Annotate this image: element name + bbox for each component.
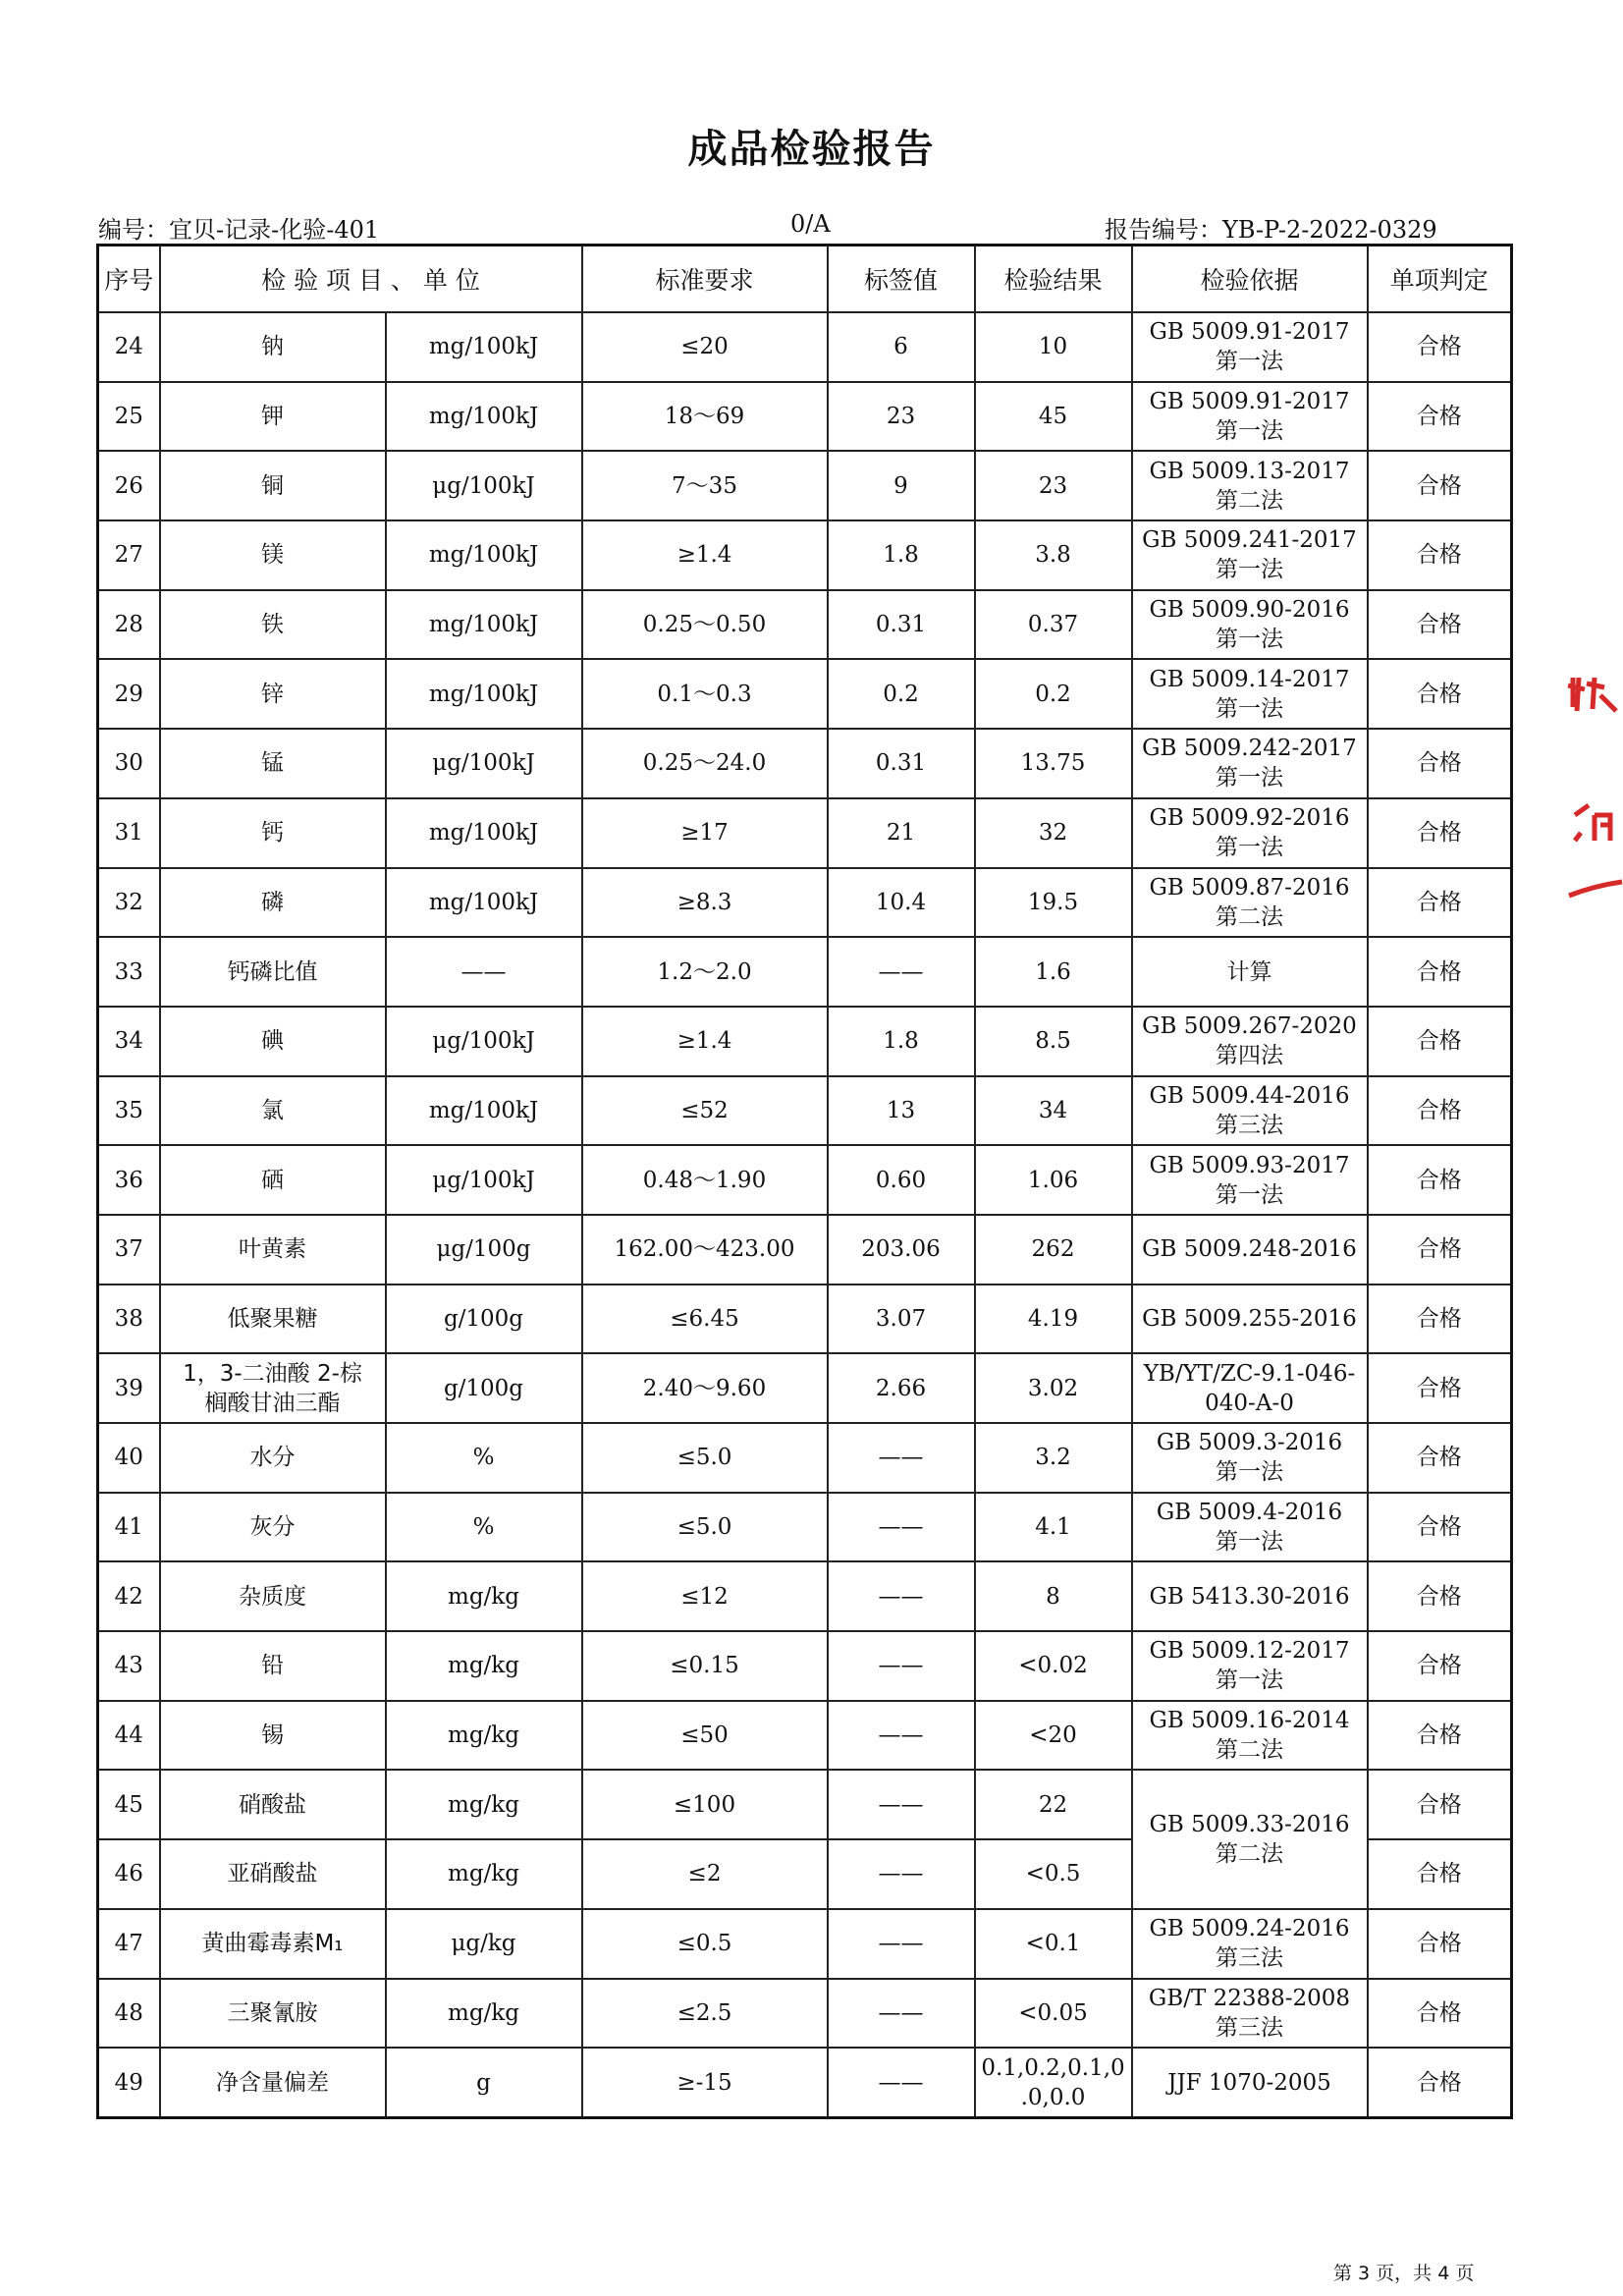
- table-row: [98, 520, 1512, 590]
- unit: mg/kg: [386, 1770, 582, 1839]
- unit: μg/100kJ: [386, 729, 582, 798]
- table-row: [98, 1076, 1512, 1146]
- row-number: 41: [98, 1493, 160, 1562]
- table-row: [98, 1561, 1512, 1631]
- standard-requirement: ≤5.0: [582, 1423, 828, 1493]
- judgment: 合格: [1368, 1423, 1512, 1493]
- label-value: 0.31: [828, 590, 975, 660]
- standard-requirement: 2.40～9.60: [582, 1353, 828, 1423]
- header-seq: 序号: [98, 246, 160, 313]
- test-result: 45: [975, 382, 1132, 452]
- unit: ——: [386, 937, 582, 1007]
- test-basis: GB 5009.91-2017 第一法: [1132, 382, 1368, 452]
- test-basis: GB 5009.3-2016 第一法: [1132, 1423, 1368, 1493]
- test-basis: GB 5009.33-2016 第二法: [1132, 1770, 1368, 1908]
- label-value: 0.31: [828, 729, 975, 798]
- judgment: 合格: [1368, 1701, 1512, 1771]
- row-number: 31: [98, 798, 160, 868]
- test-result: 34: [975, 1076, 1132, 1146]
- row-number: 36: [98, 1145, 160, 1215]
- item-name: 净含量偏差: [160, 2048, 386, 2117]
- table-row: [98, 1215, 1512, 1285]
- version-code: 0/A: [790, 210, 831, 238]
- label-value: ——: [828, 1701, 975, 1771]
- unit: %: [386, 1493, 582, 1562]
- unit: μg/kg: [386, 1909, 582, 1979]
- row-number: 32: [98, 868, 160, 938]
- item-name: 灰分: [160, 1493, 386, 1562]
- judgment: 合格: [1368, 1770, 1512, 1839]
- test-result: 10: [975, 312, 1132, 382]
- test-result: 3.8: [975, 520, 1132, 590]
- standard-requirement: ≤2: [582, 1839, 828, 1909]
- table-row: [98, 937, 1512, 1007]
- row-number: 25: [98, 382, 160, 452]
- row-number: 35: [98, 1076, 160, 1146]
- test-result: 22: [975, 1770, 1132, 1839]
- label-value: ——: [828, 1493, 975, 1562]
- standard-requirement: ≥17: [582, 798, 828, 868]
- judgment: 合格: [1368, 1353, 1512, 1423]
- standard-requirement: 0.1～0.3: [582, 659, 828, 729]
- unit: mg/100kJ: [386, 798, 582, 868]
- standard-requirement: ≥-15: [582, 2048, 828, 2117]
- row-number: 45: [98, 1770, 160, 1839]
- standard-requirement: ≥1.4: [582, 1007, 828, 1076]
- judgment: 合格: [1368, 798, 1512, 868]
- item-name: 铜: [160, 451, 386, 520]
- standard-requirement: ≤0.15: [582, 1631, 828, 1701]
- row-number: 40: [98, 1423, 160, 1493]
- test-basis: GB 5009.241-2017 第一法: [1132, 520, 1368, 590]
- unit: mg/kg: [386, 1561, 582, 1631]
- test-result: <0.5: [975, 1839, 1132, 1909]
- unit: mg/100kJ: [386, 382, 582, 452]
- item-name: 钙磷比值: [160, 937, 386, 1007]
- row-number: 30: [98, 729, 160, 798]
- standard-requirement: ≥8.3: [582, 868, 828, 938]
- report-number: 报告编号：YB-P-2-2022-0329: [1105, 216, 1437, 244]
- test-result: 262: [975, 1215, 1132, 1285]
- test-result: 4.1: [975, 1493, 1132, 1562]
- test-basis: JJF 1070-2005: [1132, 2048, 1368, 2117]
- standard-requirement: ≤5.0: [582, 1493, 828, 1562]
- test-result: 8.5: [975, 1007, 1132, 1076]
- label-value: ——: [828, 1770, 975, 1839]
- table-row: [98, 1285, 1512, 1354]
- row-number: 38: [98, 1285, 160, 1354]
- header-basis: 检验依据: [1132, 246, 1368, 313]
- test-basis: 计算: [1132, 937, 1368, 1007]
- row-number: 49: [98, 2048, 160, 2117]
- item-name: 叶黄素: [160, 1215, 386, 1285]
- table-row: [98, 868, 1512, 938]
- test-basis: GB 5009.90-2016 第一法: [1132, 590, 1368, 660]
- test-basis: GB 5009.12-2017 第一法: [1132, 1631, 1368, 1701]
- standard-requirement: 0.25～0.50: [582, 590, 828, 660]
- unit: mg/kg: [386, 1979, 582, 2049]
- item-name: 钙: [160, 798, 386, 868]
- test-result: 0.2: [975, 659, 1132, 729]
- table-row: [98, 1979, 1512, 2049]
- test-result: 1.6: [975, 937, 1132, 1007]
- test-result: <20: [975, 1701, 1132, 1771]
- table-row: [98, 1701, 1512, 1771]
- judgment: 合格: [1368, 451, 1512, 520]
- label-value: 23: [828, 382, 975, 452]
- judgment: 合格: [1368, 382, 1512, 452]
- unit: μg/100kJ: [386, 1145, 582, 1215]
- standard-requirement: ≤100: [582, 1770, 828, 1839]
- unit: g/100g: [386, 1353, 582, 1423]
- item-name: 水分: [160, 1423, 386, 1493]
- test-basis: GB 5009.93-2017 第一法: [1132, 1145, 1368, 1215]
- standard-requirement: ≥1.4: [582, 520, 828, 590]
- judgment: 合格: [1368, 312, 1512, 382]
- test-basis: GB 5009.267-2020 第四法: [1132, 1007, 1368, 1076]
- label-value: ——: [828, 1909, 975, 1979]
- item-name: 钠: [160, 312, 386, 382]
- test-basis: GB 5009.255-2016: [1132, 1285, 1368, 1354]
- table-row: [98, 1770, 1512, 1839]
- table-row: [98, 382, 1512, 452]
- judgment: 合格: [1368, 1007, 1512, 1076]
- judgment: 合格: [1368, 590, 1512, 660]
- standard-requirement: 162.00～423.00: [582, 1215, 828, 1285]
- label-value: 1.8: [828, 520, 975, 590]
- table-row: [98, 1493, 1512, 1562]
- item-name: 硝酸盐: [160, 1770, 386, 1839]
- label-value: 6: [828, 312, 975, 382]
- label-value: 0.60: [828, 1145, 975, 1215]
- test-result: 19.5: [975, 868, 1132, 938]
- test-result: 23: [975, 451, 1132, 520]
- test-result: 0.1,0.2,0.1,0 .0,0.0: [975, 2048, 1132, 2117]
- header-label-value: 标签值: [828, 246, 975, 313]
- item-name: 碘: [160, 1007, 386, 1076]
- item-name: 黄曲霉毒素M₁: [160, 1909, 386, 1979]
- table-row: [98, 1007, 1512, 1076]
- record-number: 编号：宜贝-记录-化验-401: [98, 216, 380, 244]
- unit: μg/100kJ: [386, 1007, 582, 1076]
- inspection-table: [96, 244, 1513, 2119]
- judgment: 合格: [1368, 1145, 1512, 1215]
- judgment: 合格: [1368, 2048, 1512, 2117]
- table-row: [98, 590, 1512, 660]
- table-row: [98, 1145, 1512, 1215]
- table-row: [98, 1353, 1512, 1423]
- standard-requirement: 0.25～24.0: [582, 729, 828, 798]
- test-result: 4.19: [975, 1285, 1132, 1354]
- label-value: ——: [828, 1423, 975, 1493]
- label-value: ——: [828, 1839, 975, 1909]
- row-number: 24: [98, 312, 160, 382]
- row-number: 37: [98, 1215, 160, 1285]
- judgment: 合格: [1368, 1215, 1512, 1285]
- test-basis: GB 5009.14-2017 第一法: [1132, 659, 1368, 729]
- label-value: 2.66: [828, 1353, 975, 1423]
- table-row: [98, 1423, 1512, 1493]
- label-value: 10.4: [828, 868, 975, 938]
- test-result: 8: [975, 1561, 1132, 1631]
- item-name: 三聚氰胺: [160, 1979, 386, 2049]
- test-basis: GB 5413.30-2016: [1132, 1561, 1368, 1631]
- judgment: 合格: [1368, 729, 1512, 798]
- standard-requirement: 18～69: [582, 382, 828, 452]
- standard-requirement: 7～35: [582, 451, 828, 520]
- item-name: 锰: [160, 729, 386, 798]
- judgment: 合格: [1368, 1631, 1512, 1701]
- report-title: 成品检验报告: [687, 127, 936, 172]
- test-basis: GB 5009.242-2017 第一法: [1132, 729, 1368, 798]
- test-basis: GB 5009.248-2016: [1132, 1215, 1368, 1285]
- judgment: 合格: [1368, 1285, 1512, 1354]
- unit: mg/100kJ: [386, 520, 582, 590]
- header-item-unit: 检 验 项 目 、 单 位: [160, 246, 582, 313]
- row-number: 29: [98, 659, 160, 729]
- unit: mg/kg: [386, 1839, 582, 1909]
- item-name: 1，3-二油酸 2-棕 榈酸甘油三酯: [160, 1353, 386, 1423]
- standard-requirement: ≤52: [582, 1076, 828, 1146]
- test-basis: GB 5009.13-2017 第二法: [1132, 451, 1368, 520]
- label-value: 1.8: [828, 1007, 975, 1076]
- test-basis: GB 5009.16-2014 第二法: [1132, 1701, 1368, 1771]
- standard-requirement: ≤2.5: [582, 1979, 828, 2049]
- unit: mg/kg: [386, 1631, 582, 1701]
- test-result: 13.75: [975, 729, 1132, 798]
- standard-requirement: ≤0.5: [582, 1909, 828, 1979]
- item-name: 钾: [160, 382, 386, 452]
- row-number: 33: [98, 937, 160, 1007]
- unit: mg/kg: [386, 1701, 582, 1771]
- item-name: 镁: [160, 520, 386, 590]
- unit: g/100g: [386, 1285, 582, 1354]
- table-body: [98, 312, 1512, 2117]
- label-value: ——: [828, 1979, 975, 2049]
- row-number: 48: [98, 1979, 160, 2049]
- table-row: [98, 798, 1512, 868]
- table-row: [98, 729, 1512, 798]
- standard-requirement: 1.2～2.0: [582, 937, 828, 1007]
- row-number: 46: [98, 1839, 160, 1909]
- test-result: 32: [975, 798, 1132, 868]
- item-name: 硒: [160, 1145, 386, 1215]
- judgment: 合格: [1368, 520, 1512, 590]
- test-basis: GB 5009.91-2017 第一法: [1132, 312, 1368, 382]
- label-value: 0.2: [828, 659, 975, 729]
- label-value: 3.07: [828, 1285, 975, 1354]
- test-basis: GB 5009.44-2016 第三法: [1132, 1076, 1368, 1146]
- label-value: ——: [828, 2048, 975, 2117]
- item-name: 铁: [160, 590, 386, 660]
- unit: %: [386, 1423, 582, 1493]
- test-result: 0.37: [975, 590, 1132, 660]
- row-number: 39: [98, 1353, 160, 1423]
- header-standard: 标准要求: [582, 246, 828, 313]
- item-name: 铅: [160, 1631, 386, 1701]
- row-number: 47: [98, 1909, 160, 1979]
- label-value: 203.06: [828, 1215, 975, 1285]
- judgment: 合格: [1368, 1561, 1512, 1631]
- test-basis: YB/YT/ZC-9.1-046- 040-A-0: [1132, 1353, 1368, 1423]
- judgment: 合格: [1368, 1909, 1512, 1979]
- test-basis: GB 5009.87-2016 第二法: [1132, 868, 1368, 938]
- unit: μg/100kJ: [386, 451, 582, 520]
- header-result: 检验结果: [975, 246, 1132, 313]
- judgment: 合格: [1368, 937, 1512, 1007]
- unit: mg/100kJ: [386, 1076, 582, 1146]
- table-row: [98, 2048, 1512, 2117]
- unit: mg/100kJ: [386, 312, 582, 382]
- unit: mg/100kJ: [386, 590, 582, 660]
- label-value: ——: [828, 1631, 975, 1701]
- row-number: 42: [98, 1561, 160, 1631]
- test-basis: GB 5009.92-2016 第一法: [1132, 798, 1368, 868]
- item-name: 氯: [160, 1076, 386, 1146]
- judgment: 合格: [1368, 1979, 1512, 2049]
- row-number: 44: [98, 1701, 160, 1771]
- header-judgment: 单项判定: [1368, 246, 1512, 313]
- standard-requirement: ≤20: [582, 312, 828, 382]
- label-value: ——: [828, 937, 975, 1007]
- table-row: [98, 1631, 1512, 1701]
- standard-requirement: ≤50: [582, 1701, 828, 1771]
- label-value: 13: [828, 1076, 975, 1146]
- unit: μg/100g: [386, 1215, 582, 1285]
- test-result: 1.06: [975, 1145, 1132, 1215]
- table-row: [98, 659, 1512, 729]
- item-name: 锌: [160, 659, 386, 729]
- standard-requirement: ≤6.45: [582, 1285, 828, 1354]
- test-basis: GB/T 22388-2008 第三法: [1132, 1979, 1368, 2049]
- label-value: 21: [828, 798, 975, 868]
- test-result: <0.02: [975, 1631, 1132, 1701]
- test-basis: GB 5009.24-2016 第三法: [1132, 1909, 1368, 1979]
- label-value: 9: [828, 451, 975, 520]
- row-number: 28: [98, 590, 160, 660]
- table-header-row: [98, 246, 1512, 313]
- test-result: 3.2: [975, 1423, 1132, 1493]
- table-row: [98, 1909, 1512, 1979]
- unit: mg/100kJ: [386, 659, 582, 729]
- unit: mg/100kJ: [386, 868, 582, 938]
- row-number: 43: [98, 1631, 160, 1701]
- item-name: 杂质度: [160, 1561, 386, 1631]
- judgment: 合格: [1368, 1839, 1512, 1909]
- test-result: 3.02: [975, 1353, 1132, 1423]
- unit: g: [386, 2048, 582, 2117]
- row-number: 34: [98, 1007, 160, 1076]
- item-name: 低聚果糖: [160, 1285, 386, 1354]
- standard-requirement: ≤12: [582, 1561, 828, 1631]
- row-number: 27: [98, 520, 160, 590]
- judgment: 合格: [1368, 659, 1512, 729]
- table-row: [98, 312, 1512, 382]
- label-value: ——: [828, 1561, 975, 1631]
- stamp-seal-fragment: [1565, 668, 1623, 913]
- table-row: [98, 451, 1512, 520]
- test-result: <0.05: [975, 1979, 1132, 2049]
- standard-requirement: 0.48～1.90: [582, 1145, 828, 1215]
- item-name: 磷: [160, 868, 386, 938]
- judgment: 合格: [1368, 1076, 1512, 1146]
- test-basis: GB 5009.4-2016 第一法: [1132, 1493, 1368, 1562]
- judgment: 合格: [1368, 868, 1512, 938]
- row-number: 26: [98, 451, 160, 520]
- judgment: 合格: [1368, 1493, 1512, 1562]
- test-result: <0.1: [975, 1909, 1132, 1979]
- item-name: 亚硝酸盐: [160, 1839, 386, 1909]
- item-name: 锡: [160, 1701, 386, 1771]
- page-footer: 第 3 页，共 4 页: [1333, 2263, 1475, 2284]
